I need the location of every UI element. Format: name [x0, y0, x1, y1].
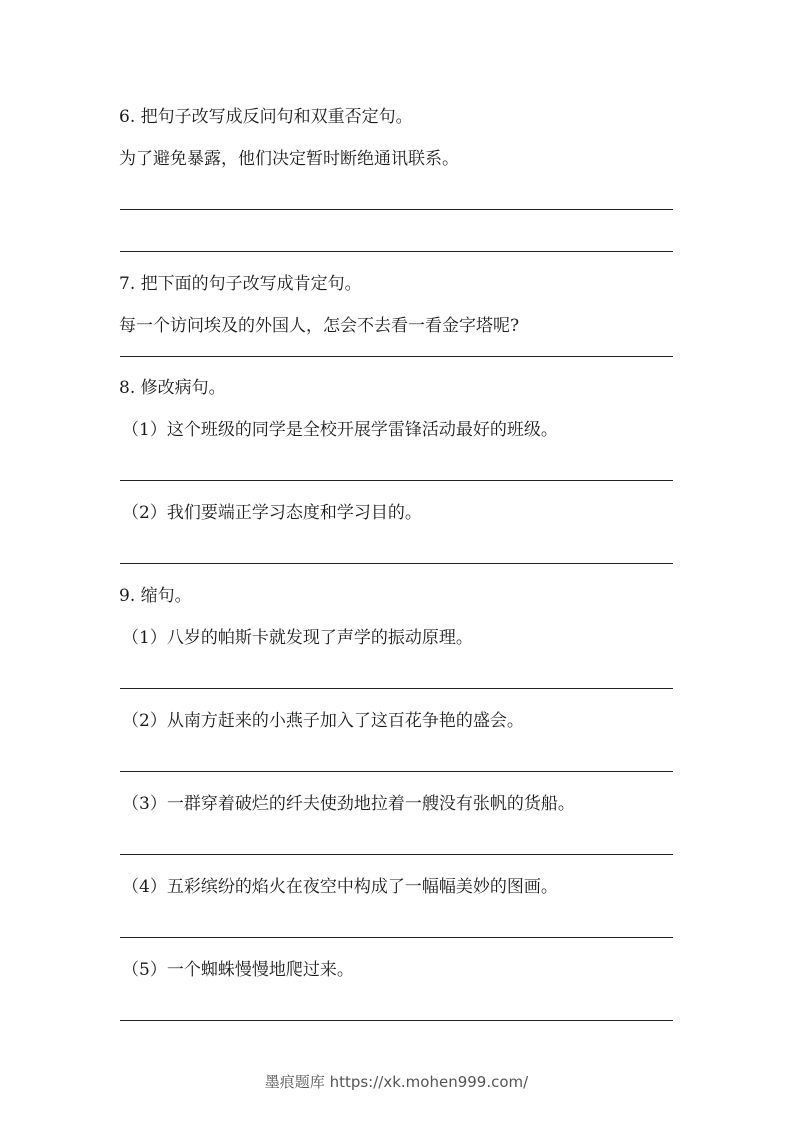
- question-9-item-3: （3）一群穿着破烂的纤夫使劲地拉着一艘没有张帆的货船。: [122, 794, 575, 814]
- answer-line[interactable]: [120, 563, 673, 564]
- question-7-sentence: 每一个访问埃及的外国人，怎会不去看一看金字塔呢?: [119, 316, 520, 336]
- answer-line[interactable]: [120, 480, 673, 481]
- footer-source: 墨痕题库 https://xk.mohen999.com/: [264, 1073, 529, 1091]
- question-7-title: 7. 把下面的句子改写成肯定句。: [119, 274, 362, 294]
- answer-line[interactable]: [120, 356, 673, 357]
- question-9-item-5: （5）一个蜘蛛慢慢地爬过来。: [122, 960, 354, 980]
- answer-line[interactable]: [120, 251, 673, 252]
- question-9-item-2: （2）从南方赶来的小燕子加入了这百花争艳的盛会。: [122, 711, 524, 731]
- question-8-item-2: （2）我们要端正学习态度和学习目的。: [122, 503, 422, 523]
- question-9-item-4: （4）五彩缤纷的焰火在夜空中构成了一幅幅美妙的图画。: [122, 877, 558, 897]
- question-9-item-1: （1）八岁的帕斯卡就发现了声学的振动原理。: [122, 628, 473, 648]
- question-8-title: 8. 修改病句。: [119, 378, 226, 398]
- answer-line[interactable]: [120, 1020, 673, 1021]
- answer-line[interactable]: [120, 688, 673, 689]
- answer-line[interactable]: [120, 937, 673, 938]
- answer-line[interactable]: [120, 854, 673, 855]
- answer-line[interactable]: [120, 771, 673, 772]
- answer-line[interactable]: [120, 209, 673, 210]
- question-6-title: 6. 把句子改写成反问句和双重否定句。: [119, 107, 413, 127]
- question-9-title: 9. 缩句。: [119, 586, 192, 606]
- question-6-sentence: 为了避免暴露，他们决定暂时断绝通讯联系。: [119, 149, 459, 169]
- question-8-item-1: （1）这个班级的同学是全校开展学雷锋活动最好的班级。: [122, 420, 558, 440]
